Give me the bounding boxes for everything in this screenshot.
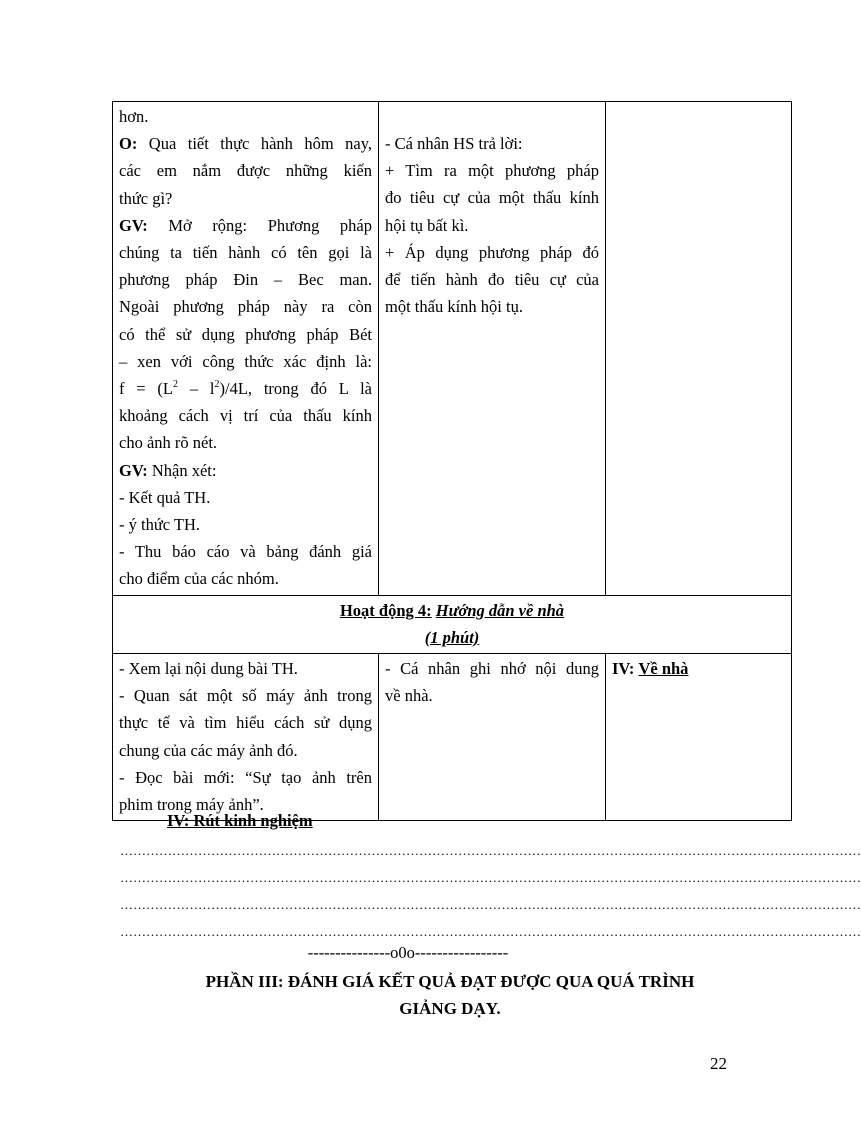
text-line: hội tụ bất kì. (385, 215, 469, 235)
formula-sup: 2 (173, 378, 179, 390)
lesson-table (112, 101, 792, 821)
list-item: - Thu báo cáo và bảng đánh giá (119, 542, 372, 562)
speaker-label: GV: (119, 215, 148, 235)
experience-heading: IV: Rút kinh nghiệm (167, 811, 313, 830)
list-item: - ý thức TH. (119, 515, 201, 535)
text-line: thực tế và tìm hiểu cách sử dụng (119, 713, 372, 733)
text-line: về nhà. (385, 686, 433, 706)
list-item: - Xem lại nội dung bài TH. (119, 659, 298, 679)
text-line: chung của các máy ảnh đó. (119, 740, 298, 760)
part-title-line: GIẢNG DẠY. (399, 999, 501, 1018)
text-line: các em nắm được những kiến (119, 161, 372, 181)
formula-part: – l (178, 379, 215, 399)
content-cell (606, 102, 792, 596)
table-row (113, 102, 792, 596)
text-line: đo tiêu cự của một thấu kính (385, 188, 599, 208)
formula-sup: 2 (214, 378, 220, 390)
text-line: + Áp dụng phương pháp đó (385, 242, 599, 262)
text-line: Ngoài phương pháp này ra còn (119, 297, 372, 317)
text-line: – xen với công thức xác định là: (119, 351, 372, 371)
text-line: - Cá nhân HS trả lời: (385, 134, 523, 153)
text-span: Mở rộng: Phương pháp (168, 215, 372, 235)
section-heading (612, 655, 785, 682)
activity-duration: (1 phút) (424, 627, 480, 647)
section-title: Về nhà (638, 659, 689, 679)
speaker-label: GV: (119, 460, 148, 480)
page-number: 22 (710, 1054, 727, 1073)
section-label: IV: (612, 659, 635, 679)
part-title-line: PHẦN III: ĐÁNH GIÁ KẾT QUẢ ĐẠT ĐƯỢC QUA QUÁ TRÌNH (205, 972, 695, 991)
table-row (113, 654, 792, 821)
formula-line (119, 375, 372, 402)
text-line: phim trong máy ảnh”. (119, 795, 264, 815)
text-line: khoảng cách vị trí của thấu kính (119, 406, 372, 426)
table-row (113, 595, 792, 653)
text-line: có thể sử dụng phương pháp Bét (119, 324, 372, 344)
text-line: + Tìm ra một phương pháp (385, 161, 599, 181)
text-line: chúng ta tiến hành có tên gọi là (119, 243, 372, 263)
text-line: cho điểm của các nhóm. (119, 569, 279, 589)
dotted-line: ……………………………………………………………………………………………………………………………………………………… (120, 843, 861, 858)
student-activity-cell (379, 102, 606, 596)
text-line: một thấu kính hội tụ. (385, 297, 523, 317)
list-item: - Quan sát một số máy ảnh trong (119, 686, 372, 706)
text-span: Qua tiết thực hành hôm nay, (148, 134, 373, 154)
list-item: - Đọc bài mới: “Sự tạo ảnh trên (119, 767, 372, 787)
activity-title: Hướng dẫn về nhà (435, 600, 565, 620)
dotted-line: ……………………………………………………………………………………………………………………………………………………… (120, 924, 861, 939)
text-line: cho ảnh rõ nét. (119, 433, 218, 453)
teacher-activity-cell (113, 654, 379, 821)
dotted-line: ……………………………………………………………………………………………………………………………………………………… (120, 897, 861, 912)
text-line: - Cá nhân ghi nhớ nội dung (385, 659, 599, 679)
list-item: - Kết quả TH. (119, 487, 211, 507)
activity-heading (119, 597, 785, 624)
content-cell (606, 654, 792, 821)
text-line: phương pháp Đin – Bec man. (119, 270, 372, 290)
text-line: để tiến hành đo tiêu cự của (385, 270, 599, 290)
text-span: Nhận xét: (151, 460, 217, 480)
text-line (119, 130, 372, 157)
text-line: hơn. (119, 107, 149, 126)
separator: ---------------o0o----------------- (307, 943, 509, 962)
speaker-label: O: (119, 134, 138, 154)
part-title (150, 968, 750, 1022)
formula-part: f = (L (119, 379, 174, 399)
formula-part: )/4L, trong đó L là (219, 379, 372, 399)
teacher-activity-cell (113, 102, 379, 596)
text-line: thức gì? (119, 188, 173, 208)
activity-heading-cell (113, 595, 792, 653)
text-line (119, 212, 372, 239)
text-line (119, 457, 372, 484)
student-activity-cell (379, 654, 606, 821)
activity-label: Hoạt động 4: (339, 600, 432, 620)
dotted-line: ……………………………………………………………………………………………………………………………………………………… (120, 870, 861, 885)
